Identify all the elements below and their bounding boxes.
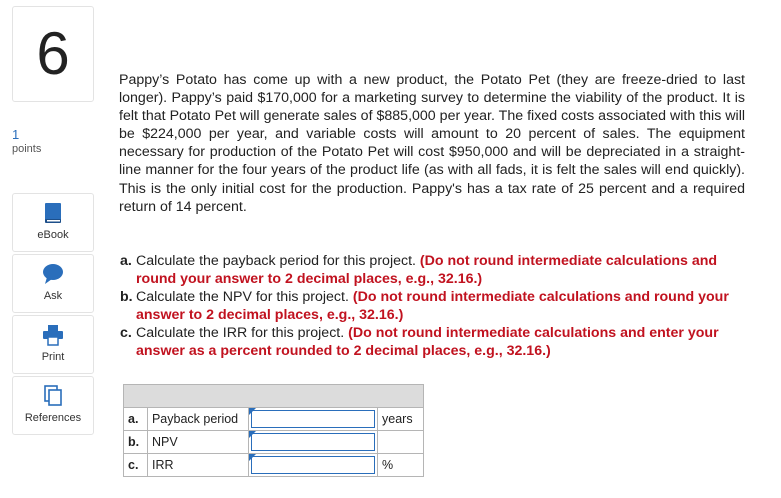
row-label: NPV xyxy=(147,431,248,454)
row-unit: years xyxy=(378,408,424,431)
ebook-label: eBook xyxy=(37,229,69,241)
points-info xyxy=(12,127,94,155)
part-hint: (Do not round intermediate calculations and round your answer to 2 decimal places, e.g., 32.16.) xyxy=(136,253,718,288)
print-label: Print xyxy=(41,351,65,363)
problem-statement: Pappy’s Potato has come up with a new product, the Potato Pet (they are freeze-dried to last longer). Pappy’s paid $170,000 for a marketing survey to determine the viability of the product. It is felt that Potato Pet will generate sales of $885,000 per year. The fixed costs associated with this will be $224,000 per year, and variable costs will amount to 20 percent of sales. The equipment necessary for production of the Potato Pet will cost $950,000 and will be depreciated in a straight-line manner for the four years of the product life (as with all fads, it is felt the sales will end quickly). This is the only initial cost for the production. Pappy's has a tax rate of 25 percent and a required return of 14 percent. xyxy=(119,72,745,215)
print-button[interactable] xyxy=(12,315,94,374)
part-text: Calculate the payback period for this project. xyxy=(136,253,420,269)
row-unit xyxy=(378,431,424,454)
table-header-cell xyxy=(124,385,424,408)
references-button[interactable] xyxy=(12,376,94,435)
part-b xyxy=(120,288,760,324)
part-c xyxy=(120,324,760,360)
row-label: Payback period xyxy=(147,408,248,431)
table-row xyxy=(124,454,424,477)
part-letter: b. xyxy=(120,289,133,306)
part-letter: a. xyxy=(120,253,132,269)
input-flag-icon xyxy=(249,408,256,415)
points-value: 1 xyxy=(12,127,20,142)
question-number-box xyxy=(12,6,94,102)
printer-icon xyxy=(42,323,64,347)
points-label: points xyxy=(12,143,42,155)
npv-input[interactable] xyxy=(251,433,375,451)
table-header-row xyxy=(124,385,424,408)
table-row xyxy=(124,408,424,431)
payback-period-input[interactable] xyxy=(251,410,375,428)
ask-label: Ask xyxy=(43,290,63,302)
answer-table xyxy=(123,384,424,477)
question-number: 6 xyxy=(36,20,70,87)
part-text: Calculate the NPV for this project. xyxy=(136,289,353,306)
part-letter: c. xyxy=(120,325,132,342)
documents-icon xyxy=(42,384,64,408)
row-letter: c. xyxy=(124,454,148,477)
irr-input[interactable] xyxy=(251,456,375,474)
ebook-button[interactable] xyxy=(12,193,94,252)
answer-cell xyxy=(248,431,377,454)
input-flag-icon xyxy=(249,431,256,438)
ask-button[interactable] xyxy=(12,254,94,313)
part-a xyxy=(120,252,760,288)
chat-bubble-icon xyxy=(42,262,64,286)
references-label: References xyxy=(24,412,82,424)
question-parts xyxy=(120,252,760,361)
book-icon xyxy=(43,201,63,225)
answer-cell xyxy=(248,454,377,477)
answer-cell xyxy=(248,408,377,431)
table-row xyxy=(124,431,424,454)
input-flag-icon xyxy=(249,454,256,461)
part-text: Calculate the IRR for this project. xyxy=(136,325,349,342)
row-letter: b. xyxy=(124,431,148,454)
part-hint: (Do not round intermediate calculations and enter your answer as a percent rounded to 2 decimal places, e.g., 32.16.) xyxy=(136,325,719,360)
row-unit: % xyxy=(378,454,424,477)
row-letter: a. xyxy=(124,408,148,431)
part-hint: (Do not round intermediate calculations and round your answer to 2 decimal places, e.g., 32.16.) xyxy=(136,289,729,324)
row-label: IRR xyxy=(147,454,248,477)
